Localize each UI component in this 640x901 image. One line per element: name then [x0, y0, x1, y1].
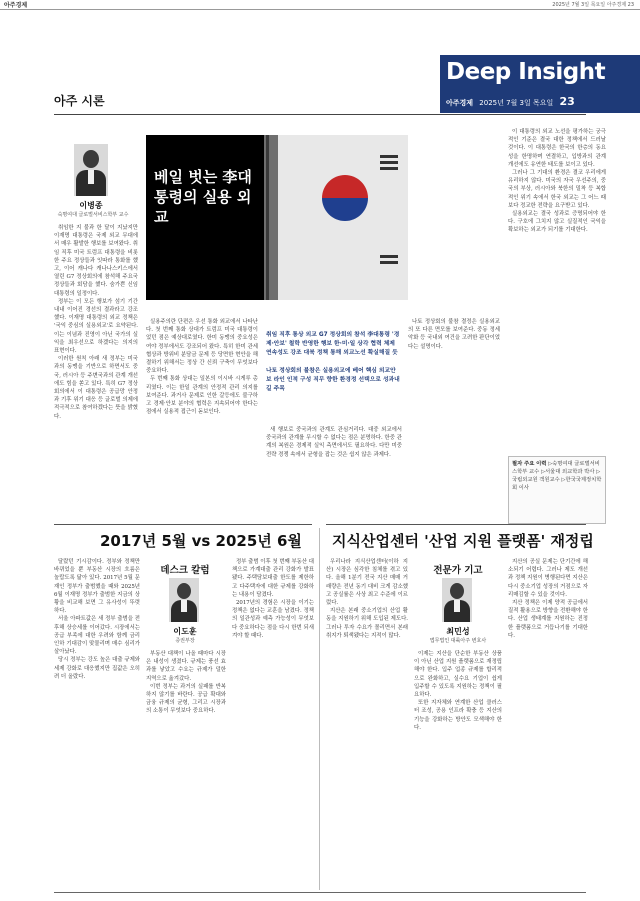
- top-article-col-4: [508, 128, 606, 452]
- paragraph: 정부 출범 이후 첫 번째 부동산 대책으로 가계대출 관리 강화가 발표됐다. 주택담보대출 한도를 제한하고 다주택자에 대한 규제를 강화하는 내용이 담겼다.: [232, 559, 314, 598]
- paragraph: 당시 정부는 강도 높은 대출 규제와 세제 강화로 대응했지만 집값은 오히려 더 올랐다.: [54, 657, 140, 680]
- paragraph: 나토 정상회의 불참 결정은 실용외교의 또 다른 면모를 보여준다. 중동 정세 악화 등 국내외 여건을 고려한 판단이었다는 설명이다.: [408, 319, 500, 350]
- top-author-name: 이병종: [79, 200, 103, 210]
- hero-quote-box: [146, 135, 264, 300]
- paragraph: 이번 정부는 과거의 실패를 반복하지 않기를 바란다. 공급 확대와 금융 규제의 균형, 그리고 시장과의 소통이 무엇보다 중요하다.: [146, 683, 226, 715]
- right-article-col-3: [508, 558, 588, 888]
- paragraph: 지산 정책은 이제 양적 공급에서 질적 활용으로 방향을 전환해야 한다. 산업 생태계를 지원하는 진정한 플랫폼으로 거듭나기를 기대한다.: [508, 600, 588, 639]
- paragraph: 2017년의 경험은 시장을 이기는 정책은 없다는 교훈을 남겼다. 정책의 일관성과 예측 가능성이 무엇보다 중요하다는 점을 다시 한번 되새겨야 할 때다.: [232, 600, 314, 639]
- banner-date: 2025년 7월 3일 목요일: [479, 99, 554, 107]
- top-brand: 아주경제: [4, 2, 28, 9]
- paragraph: 취임한 지 불과 한 달이 지났지만 이재명 대통령은 국제 외교 무대에서 매우 활발한 행보를 보여왔다. 취임 직후 미국 트럼프 대통령을 비롯한 주요 정상들과 잇따라 통화를 했고, 이어 캐나다 캐나나스키스에서 열린 G7 정상회의에 참석해 주요국 정상들과 회담을 했다. 숨가쁜 신임 대통령의 일정이다.: [54, 225, 138, 297]
- paragraph: 또한 지자체와 연계한 산업 클러스터 조성, 공용 인프라 확충 등 지산의 기능을 강화하는 방안도 모색해야 한다.: [414, 700, 502, 731]
- paragraph: 실용주의란 단편은 우선 통화 외교에서 나타난다. 첫 번째 통화 상대가 트럼프 미국 대통령이었던 점은 예상대로였다. 한미 동맹의 중요성은 여야 정부에서도 강조되어 왔다. 특히 한미 관세 협상과 방위비 분담금 문제 등 당면한 현안을 해결하기 위해서는 정상 간 신뢰 구축이 무엇보다 중요하다.: [146, 319, 258, 375]
- paragraph: 이러한 원칙 아래 새 정부는 미국과의 동맹을 기반으로 하면서도 중국, 러시아 등 주변국과의 관계 개선에도 힘을 쏟고 있다. 특히 G7 정상회의에서 이 대통령은 공급망 안정과 기후 위기 대응 등 글로벌 의제에 적극적으로 참여하겠다는 뜻을 밝혔다.: [54, 356, 138, 420]
- top-date-line: 2025년 7월 3일 목요일 아주경제 23: [552, 2, 634, 8]
- author-box-text: ▷숙명여대 글로벌서비스학부 교수 ▷서울대 외교학과 박사 ▷국립외교원 객원교수 ▷한국국제정치학회 이사: [512, 461, 602, 491]
- paragraph: 부동산 대책이 나올 때마다 시장은 내성이 생겼다. 규제는 풍선 효과를 낳았고 수요는 규제가 덜한 지역으로 옮겨갔다.: [146, 651, 226, 682]
- author-profile-box: [508, 456, 606, 524]
- paragraph: 그러나 그 기대의 환경은 결코 우리에게 유리하지 않다. 미국의 자국 우선주의, 중국의 부상, 러시아와 북한의 밀착 등 복합적인 위기 속에서 한국 외교는 그 어느 때보다 정교한 전략을 요구받고 있다.: [508, 170, 606, 209]
- left-article-col-2: [146, 650, 226, 888]
- right-headline: 지식산업센터 '산업 지원 플랫폼' 재정립: [332, 532, 594, 550]
- left-author-role: 증권부장: [175, 638, 195, 644]
- paragraph: 실용외교는 결국 성과로 증명되어야 한다. 구호에 그치지 않고 실질적인 국익을 확보하는 외교가 되기를 기대한다.: [508, 211, 606, 234]
- author-photo-right: [442, 578, 472, 622]
- banner-title: Deep Insight: [446, 59, 606, 85]
- flag-pole: [266, 135, 269, 300]
- pull-quote-2: 나토 정상회의 불참은 실용외교에 베어 핵심 외교안보 라인 인적 구성 직무 향한 환경정 선택으로 성과내길 주목: [266, 368, 400, 392]
- left-column-header: 데스크 칼럼: [160, 565, 210, 576]
- banner-paper: 아주경제: [446, 99, 474, 107]
- left-author-name: 이도훈: [173, 626, 197, 636]
- right-author-name: 최민성: [446, 626, 470, 636]
- right-rule: [326, 524, 586, 525]
- left-headline: 2017년 5월 vs 2025년 6월: [100, 532, 302, 550]
- author-box-title: 필자 주요 이력: [512, 461, 547, 467]
- paragraph: 지산은 본래 중소기업의 산업 활동을 지원하기 위해 도입된 제도다. 그러나 투자 수요가 몰리면서 본래 취지가 퇴색됐다는 지적이 많다.: [326, 608, 408, 639]
- hero-quote: 베일 벗는 李대통령의 실용 외교: [154, 168, 252, 226]
- left-article-col-1: [54, 558, 140, 888]
- paragraph: 이제는 지산을 단순한 부동산 상품이 아닌 산업 지원 플랫폼으로 재정립해야 한다. 입주 업종 규제를 합리적으로 완화하고, 실수요 기업이 쉽게 입주할 수 있도록 지원하는 정책이 필요하다.: [414, 651, 502, 699]
- pull-quote: [266, 331, 401, 394]
- right-article-col-1: [326, 558, 408, 888]
- pull-quote-1: 취임 직후 통상 외교 G7 정상회의 참석 李대통령 '경제·안보' 철학 반영한 행보 한·미·일 상각 협력 체제 연속성도 강조 대북 정책 통해 외교노선 확실해질 듯: [266, 332, 400, 356]
- top-rule: [54, 114, 586, 115]
- column-divider: [319, 528, 320, 890]
- page-number: 23: [559, 95, 575, 108]
- paragraph: 서울 아파트값은 새 정부 출범을 전후해 상승세를 이어갔다. 시장에서는 공급 부족에 대한 우려와 함께 금리 인하 기대감이 맞물리며 매수 심리가 살아났다.: [54, 616, 140, 656]
- paragraph: 두 번째 통화 상대는 일본의 이시바 시게루 총리였다. 이는 한일 관계의 안정적 관리 의지를 보여준다. 과거사 문제로 인한 갈등에도 불구하고 경제·안보 분야의 협력은 지속되어야 한다는 점에서 실용적 접근이 돋보인다.: [146, 376, 258, 416]
- paragraph: 우리나라 지식산업센터(이하 지산) 시장은 심각한 침체를 겪고 있다. 올해 1분기 전국 지산 매매 거래량은 전년 동기 대비 크게 감소했고 공실률은 사상 최고 수준에 이르렀다.: [326, 559, 408, 607]
- right-column-header: 전문가 기고: [433, 565, 483, 576]
- bottom-rule: [54, 892, 586, 893]
- section-banner: [440, 55, 640, 113]
- top-article-col-3a: [266, 426, 402, 519]
- top-article-col-1: [54, 224, 138, 519]
- paragraph: 정부는 이 모든 행보가 섬기 기간 내내 이어진 경선의 결과라고 강조했다. 이재명 대통령의 외교 정책은 '국익 중심의 실용외교'로 요약된다. 이는 이념과 진영이 아닌 국가의 실익을 최우선으로 하겠다는 의지의 표현이다.: [54, 298, 138, 355]
- author-photo-left: [169, 578, 199, 622]
- hero-image: [146, 135, 408, 300]
- top-author-role: 숙명여대 글로벌서비스학부 교수: [57, 212, 129, 218]
- left-rule: [54, 524, 312, 525]
- top-article-col-2: [146, 318, 258, 519]
- author-photo-top: [74, 144, 108, 196]
- paragraph: 달랐던 기시감이다. 정부와 정책만 바뀌었을 뿐 부동산 시장의 흐름은 놀랍도록 닮아 있다. 2017년 5월 문재인 정부가 출범했을 때와 2025년 6월 이재명 정부가 출범한 지금의 상황을 비교해 보면 그 유사성이 뚜렷하다.: [54, 559, 140, 615]
- banner-meta: [446, 95, 575, 108]
- paragraph: 지산의 공실 문제는 단기간에 해소되기 어렵다. 그러나 제도 개선과 정책 지원이 병행된다면 지산은 다시 중소기업 성장의 거점으로 자리매김할 수 있을 것이다.: [508, 559, 588, 598]
- paragraph: 새 행보로 중국과의 관계도 관심거리다. 대중 외교에서 중국과의 관계를 무시할 수 없다는 점은 분명하다. 한중 관계의 복원은 경제적 실익 측면에서도 필요하다. 다만 미중 전략 경쟁 속에서 균형을 잡는 것은 쉽지 않은 과제다.: [266, 427, 402, 458]
- top-article-col-3b: [408, 318, 500, 519]
- section-title: 아주 시론: [54, 94, 105, 108]
- top-strip: [0, 0, 640, 10]
- left-article-col-3: [232, 558, 314, 888]
- right-author-role: 법무법인 대륙아주 변호사: [429, 638, 487, 644]
- paragraph: 이 대통령의 외교 노선을 평가하는 궁극적인 기준은 결국 대한 정책에서 드러날 것이다. 이 대통령은 한국의 한층의 동요성을 한명하며 연결하고, 입방과의 관계 개선에도 유연한 태도를 보이고 있다.: [508, 129, 606, 168]
- right-article-col-2: [414, 650, 502, 888]
